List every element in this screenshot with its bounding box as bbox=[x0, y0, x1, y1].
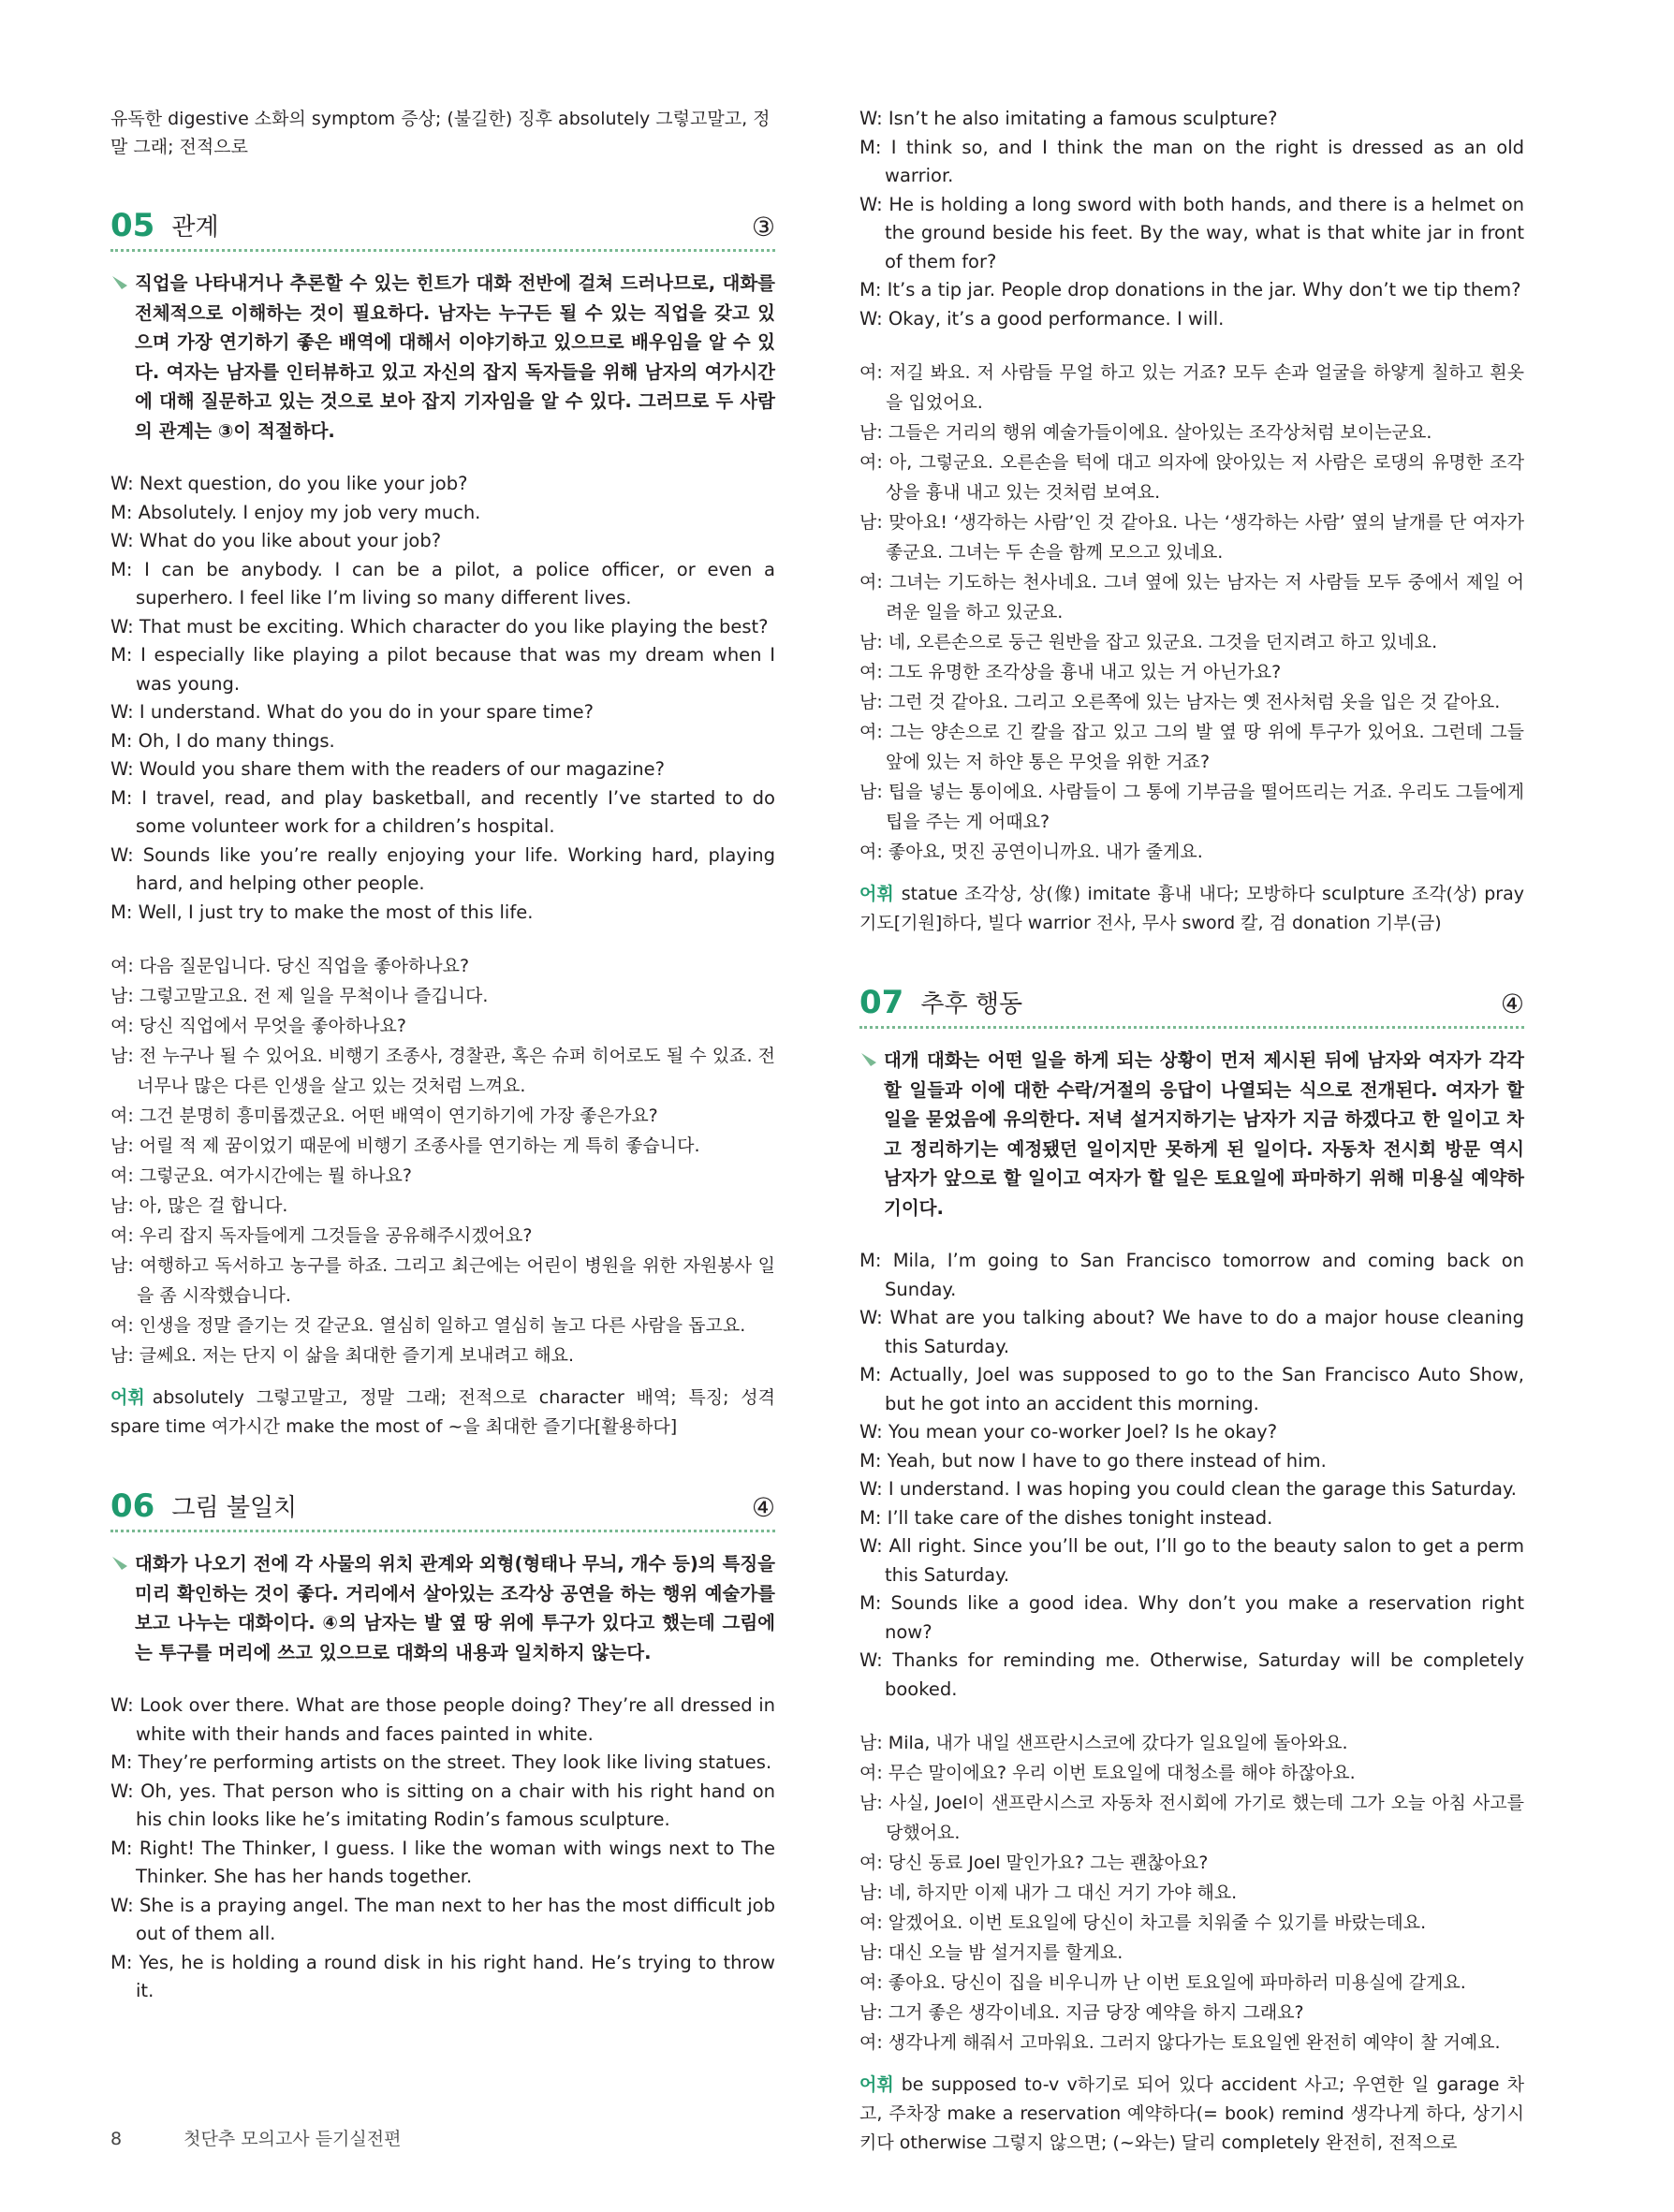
korean-line: 남: 그렇고말고요. 전 제 일을 무척이나 즐깁니다. bbox=[110, 986, 489, 1006]
vocab-text: absolutely 그렇고말고, 정말 그래; 전적으로 character 배역; 특징; 성격 spare time 여가시간 make the most of ~을 최대한 즐기다[활용하다] bbox=[110, 1387, 775, 1437]
vocab-label: 어휘 bbox=[110, 1387, 145, 1408]
korean-line: 남: 글쎄요. 저는 단지 이 삶을 최대한 즐기게 보내려고 해요. bbox=[110, 1345, 574, 1366]
page-number: 8 bbox=[110, 2129, 123, 2149]
dialog-line: W: Okay, it’s a good performance. I will. bbox=[859, 307, 1225, 330]
dialog-line: W: All right. Since you’ll be out, I’ll go to the beauty salon to get a perm this Saturday. bbox=[859, 1535, 1524, 1586]
section-06-vocab bbox=[859, 880, 1524, 938]
section-06-dialog-cont bbox=[859, 105, 1524, 333]
dialog-line: M: It’s a tip jar. People drop donations in the jar. Why don’t we tip them? bbox=[859, 279, 1521, 300]
korean-line: 남: 여행하고 독서하고 농구를 하죠. 그리고 최근에는 어린이 병원을 위한 자원봉사 일을 좀 시작했습니다. bbox=[110, 1255, 775, 1306]
section-title: 관계 bbox=[171, 213, 219, 242]
dialog-line: W: Look over there. What are those people doing? They’re all dressed in white with their hands and faces painted in white. bbox=[110, 1694, 775, 1745]
dialog-line: W: He is holding a long sword with both hands, and there is a helmet on the ground beside his feet. By the way, what is that white jar in front of them for? bbox=[859, 193, 1524, 272]
section-title: 그림 불일치 bbox=[171, 1494, 298, 1522]
korean-line: 남: 사실, Joel이 샌프란시스코 자동차 전시회에 가기로 했는데 그가 오늘 아침 사고를 당했어요. bbox=[859, 1793, 1524, 1843]
korean-line: 여: 그렇군요. 여가시간에는 뭘 하나요? bbox=[110, 1165, 412, 1186]
section-05-dialog bbox=[110, 470, 775, 927]
dialog-line: W: Isn’t he also imitating a famous sculpture? bbox=[859, 108, 1278, 129]
dialog-line: W: I understand. I was hoping you could clean the garage this Saturday. bbox=[859, 1478, 1517, 1500]
section-05-korean bbox=[110, 951, 775, 1370]
korean-line: 여: 그녀는 기도하는 천사네요. 그녀 옆에 있는 남자는 저 사람들 모두 중에서 제일 어려운 일을 하고 있군요. bbox=[859, 572, 1524, 623]
korean-line: 여: 좋아요. 당신이 집을 비우니까 난 이번 토요일에 파마하러 미용실에 갈게요. bbox=[859, 1972, 1466, 1993]
korean-line: 여: 알겠어요. 이번 토요일에 당신이 차고를 치워줄 수 있기를 바랐는데요. bbox=[859, 1912, 1427, 1933]
left-column bbox=[110, 105, 775, 2006]
dialog-line: W: Oh, yes. That person who is sitting on a chair with his right hand on his chin looks like he’s imitating Rodin’s famous sculpture. bbox=[110, 1780, 775, 1830]
dialog-line: W: Would you share them with the readers of our magazine? bbox=[110, 758, 665, 780]
dialog-line: W: What are you talking about? We have to do a major house cleaning this Saturday. bbox=[859, 1307, 1524, 1357]
korean-line: 남: 아, 많은 걸 합니다. bbox=[110, 1195, 288, 1216]
dialog-line: M: Yes, he is holding a round disk in his right hand. He’s trying to throw it. bbox=[110, 1951, 775, 2001]
dialog-line: M: I especially like playing a pilot because that was my dream when I was young. bbox=[110, 644, 775, 695]
korean-line: 여: 저길 봐요. 저 사람들 무얼 하고 있는 거죠? 모두 손과 얼굴을 하얗게 칠하고 흰옷을 입었어요. bbox=[859, 362, 1524, 413]
dialog-line: M: They’re performing artists on the street. They look like living statues. bbox=[110, 1751, 772, 1773]
hint-text: 대화가 나오기 전에 각 사물의 위치 관계와 외형(형태나 무늬, 개수 등)의 특징을 미리 확인하는 것이 좋다. 거리에서 살아있는 조각상 공연을 하는 행위 예술가를 보고 나누는 대화이다. ④의 남자는 발 옆 땅 위에 투구가 있다고 했는데 그림에는 투구를 머리에 쓰고 있으므로 대화의 내용과 일치하지 않는다. bbox=[135, 1553, 775, 1663]
hint-text: 직업을 나타내거나 추론할 수 있는 힌트가 대화 전반에 걸쳐 드러나므로, 대화를 전체적으로 이해하는 것이 필요하다. 남자는 누구든 될 수 있는 직업을 갖고 있으며 가장 연기하기 좋은 배역에 대해서 이야기하고 있으므로 배우임을 알 수 있다. 여자는 남자를 인터뷰하고 있고 자신의 잡지 독자들을 위해 남자의 여가시간에 대해 질문하고 있는 것으로 보아 잡지 기자임을 알 수 있다. 그러므로 두 사람의 관계는 ③이 적절하다. bbox=[135, 272, 775, 442]
korean-line: 남: 네, 오른손으로 둥근 원반을 잡고 있군요. 그것을 던지려고 하고 있네요. bbox=[859, 632, 1438, 652]
section-06-header bbox=[110, 1488, 775, 1532]
top-vocab: 유독한 digestive 소화의 symptom 증상; (불길한) 징후 absolutely 그렇고말고, 정말 그래; 전적으로 bbox=[110, 109, 771, 157]
section-06-korean bbox=[859, 358, 1524, 867]
section-07-vocab bbox=[859, 2071, 1524, 2158]
section-07-hint bbox=[859, 1046, 1524, 1223]
dialog-line: M: Yeah, but now I have to go there instead of him. bbox=[859, 1449, 1327, 1472]
pencil-icon bbox=[859, 1049, 878, 1068]
pencil-icon bbox=[110, 1553, 129, 1572]
korean-line: 여: 당신 동료 Joel 말인가요? 그는 괜찮아요? bbox=[859, 1853, 1209, 1873]
korean-line: 남: 맞아요! ‘생각하는 사람’인 것 같아요. 나는 ‘생각하는 사람’ 옆의 날개를 단 여자가 좋군요. 그녀는 두 손을 함께 모으고 있네요. bbox=[859, 512, 1524, 563]
korean-line: 남: Mila, 내가 내일 샌프란시스코에 갔다가 일요일에 돌아와요. bbox=[859, 1733, 1348, 1753]
section-number: 07 bbox=[859, 984, 904, 1021]
right-column bbox=[859, 105, 1524, 2158]
korean-line: 남: 그들은 거리의 행위 예술가들이에요. 살아있는 조각상처럼 보이는군요. bbox=[859, 422, 1432, 443]
korean-line: 남: 네, 하지만 이제 내가 그 대신 거기 가야 해요. bbox=[859, 1882, 1238, 1903]
dialog-line: M: Actually, Joel was supposed to go to the San Francisco Auto Show, but he got into an accident this morning. bbox=[859, 1364, 1524, 1414]
korean-line: 여: 인생을 정말 즐기는 것 같군요. 열심히 일하고 열심히 놀고 다른 사람을 돕고요. bbox=[110, 1315, 746, 1336]
section-06-hint bbox=[110, 1549, 775, 1667]
dialog-line: W: Sounds like you’re really enjoying your life. Working hard, playing hard, and helping other people. bbox=[110, 843, 775, 894]
hint-text: 대개 대화는 어떤 일을 하게 되는 상황이 먼저 제시된 뒤에 남자와 여자가 각각 할 일들과 이에 대한 수락/거절의 응답이 나열되는 식으로 전개된다. 여자가 할 일을 묻었음에 유의한다. 저녁 설거지하기는 남자가 지금 하겠다고 한 일이고 차고 정리하기는 예정됐던 일이지만 못하게 된 일이다. 자동차 전시회 방문 역시 남자가 앞으로 할 일이고 여자가 할 일은 토요일에 파마하기 위해 미용실 예약하기이다. bbox=[884, 1049, 1524, 1219]
section-number: 06 bbox=[110, 1487, 155, 1525]
dialog-line: M: Mila, I’m going to San Francisco tomorrow and coming back on Sunday. bbox=[859, 1250, 1524, 1300]
section-07-dialog bbox=[859, 1247, 1524, 1704]
dialog-line: W: That must be exciting. Which character do you like playing the best? bbox=[110, 615, 769, 637]
korean-line: 여: 우리 잡지 독자들에게 그것들을 공유해주시겠어요? bbox=[110, 1225, 533, 1246]
korean-line: 남: 그거 좋은 생각이네요. 지금 당장 예약을 하지 그래요? bbox=[859, 2002, 1304, 2023]
answer-mark: ④ bbox=[751, 1492, 775, 1523]
korean-line: 여: 그건 분명히 흥미롭겠군요. 어떤 배역이 연기하기에 가장 좋은가요? bbox=[110, 1106, 658, 1126]
section-05-vocab bbox=[110, 1384, 775, 1442]
korean-line: 여: 그는 양손으로 긴 칼을 잡고 있고 그의 발 옆 땅 위에 투구가 있어요. 그런데 그들 앞에 있는 저 하얀 통은 무엇을 위한 거죠? bbox=[859, 722, 1524, 772]
korean-line: 여: 당신 직업에서 무엇을 좋아하나요? bbox=[110, 1016, 406, 1036]
section-05-hint bbox=[110, 269, 775, 446]
section-07-header bbox=[859, 985, 1524, 1029]
korean-line: 여: 무슨 말이에요? 우리 이번 토요일에 대청소를 해야 하잖아요. bbox=[859, 1763, 1356, 1783]
pencil-icon bbox=[110, 272, 129, 291]
dialog-line: M: Oh, I do many things. bbox=[110, 729, 335, 752]
korean-line: 여: 좋아요, 멋진 공연이니까요. 내가 줄게요. bbox=[859, 842, 1203, 862]
dialog-line: M: Well, I just try to make the most of this life. bbox=[110, 901, 534, 923]
korean-line: 남: 그런 것 같아요. 그리고 오른쪽에 있는 남자는 옛 전사처럼 옷을 입은 것 같아요. bbox=[859, 692, 1501, 712]
dialog-line: M: Absolutely. I enjoy my job very much. bbox=[110, 501, 481, 523]
section-06-dialog bbox=[110, 1692, 775, 2006]
dialog-line: W: What do you like about your job? bbox=[110, 530, 442, 551]
dialog-line: M: I think so, and I think the man on the right is dressed as an old warrior. bbox=[859, 136, 1524, 186]
answer-mark: ④ bbox=[1500, 989, 1524, 1019]
vocab-text: statue 조각상, 상(像) imitate 흉내 내다; 모방하다 sculpture 조각(상) pray 기도[기원]하다, 빌다 warrior 전사, 무사 sword 칼, 검 donation 기부(금) bbox=[859, 884, 1524, 933]
korean-line: 남: 전 누구나 될 수 있어요. 비행기 조종사, 경찰관, 혹은 슈퍼 히어로도 될 수 있죠. 전 너무나 많은 다른 인생을 살고 있는 것처럼 느껴요. bbox=[110, 1046, 775, 1096]
dialog-line: W: Thanks for reminding me. Otherwise, Saturday will be completely booked. bbox=[859, 1649, 1524, 1700]
dialog-line: M: I travel, read, and play basketball, and recently I’ve started to do some volunteer work for a children’s hospital. bbox=[110, 786, 775, 837]
korean-line: 여: 생각나게 해줘서 고마워요. 그러지 않다가는 토요일엔 완전히 예약이 찰 거예요. bbox=[859, 2032, 1501, 2053]
dialog-line: M: I’ll take care of the dishes tonight instead. bbox=[859, 1506, 1273, 1529]
korean-line: 남: 어릴 적 제 꿈이었기 때문에 비행기 조종사를 연기하는 게 특히 좋습니다. bbox=[110, 1135, 700, 1156]
book-title: 첫단추 모의고사 듣기실전편 bbox=[184, 2129, 402, 2149]
answer-mark: ③ bbox=[751, 212, 775, 242]
dialog-line: M: I can be anybody. I can be a pilot, a police officer, or even a superhero. I feel like I’m living so many different lives. bbox=[110, 558, 775, 608]
section-number: 05 bbox=[110, 207, 155, 244]
vocab-text: be supposed to-v v하기로 되어 있다 accident 사고; 우연한 일 garage 차고, 주차장 make a reservation 예약하다(= book) remind 생각나게 하다, 상기시키다 otherwise 그렇지 않으면; (~와는) 달리 completely 완전히, 전적으로 bbox=[859, 2074, 1524, 2153]
dialog-line: W: I understand. What do you do in your spare time? bbox=[110, 701, 595, 723]
dialog-line: W: Next question, do you like your job? bbox=[110, 473, 468, 494]
korean-line: 여: 아, 그렇군요. 오른손을 턱에 대고 의자에 앉아있는 저 사람은 로댕의 유명한 조각상을 흉내 내고 있는 것처럼 보여요. bbox=[859, 452, 1524, 503]
vocab-label: 어휘 bbox=[859, 2074, 894, 2095]
page-footer bbox=[110, 2125, 401, 2150]
dialog-line: M: Sounds like a good idea. Why don’t you make a reservation right now? bbox=[859, 1592, 1524, 1643]
dialog-line: M: Right! The Thinker, I guess. I like the woman with wings next to The Thinker. She has her hands together. bbox=[110, 1837, 775, 1887]
dialog-line: W: She is a praying angel. The man next to her has the most difficult job out of them all. bbox=[110, 1894, 775, 1944]
section-07-korean bbox=[859, 1728, 1524, 2058]
vocab-label: 어휘 bbox=[859, 884, 894, 904]
korean-line: 남: 팁을 넣는 통이에요. 사람들이 그 통에 기부금을 떨어뜨리는 거죠. 우리도 그들에게 팁을 주는 게 어때요? bbox=[859, 782, 1524, 832]
section-title: 추후 행동 bbox=[920, 990, 1023, 1018]
korean-line: 남: 대신 오늘 밤 설거지를 할게요. bbox=[859, 1942, 1123, 1963]
korean-line: 여: 다음 질문입니다. 당신 직업을 좋아하나요? bbox=[110, 956, 470, 976]
section-05-header bbox=[110, 208, 775, 252]
dialog-line: W: You mean your co-worker Joel? Is he okay? bbox=[859, 1421, 1278, 1443]
korean-line: 여: 그도 유명한 조각상을 흉내 내고 있는 거 아닌가요? bbox=[859, 662, 1282, 682]
